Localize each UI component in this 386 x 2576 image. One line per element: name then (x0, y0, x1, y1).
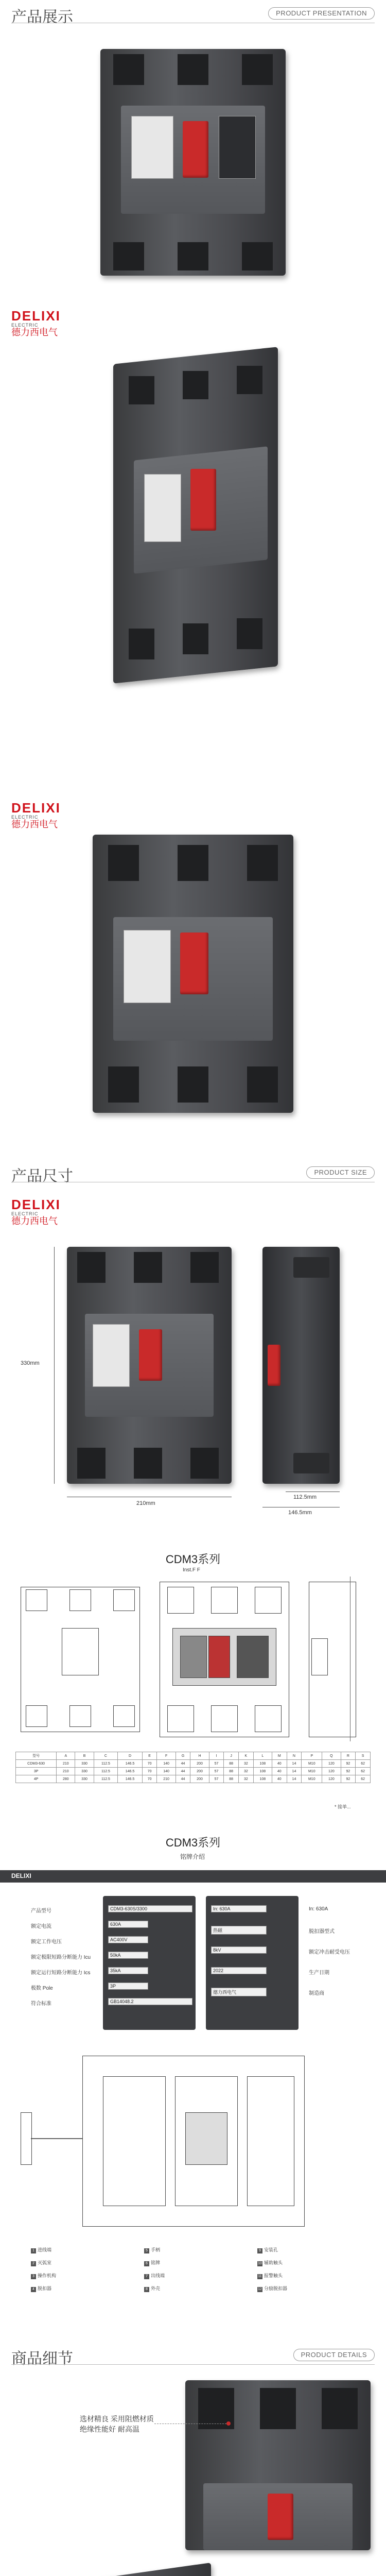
legend-num: 3 (31, 2274, 36, 2279)
legend-text: 手柄 (151, 2247, 161, 2252)
logo-brand: DELIXI (11, 800, 61, 816)
np-right-label-4: 制造商 (309, 1991, 324, 1996)
drawing-title-2: CDM3系列 (165, 1836, 221, 1849)
np-field-0: CDM3-630S/3300 (108, 1905, 192, 1912)
legend-text: 进线端 (38, 2247, 52, 2252)
legend-text: 分励脱扣器 (264, 2286, 288, 2291)
legend-item-10 (257, 2259, 283, 2266)
spec-table: 型号 A B C D E F G H I J K L M N P Q R S CDM3-630 210 330 112.5 146.5 70 140 44 200 57 88 32 108 40 14 M10 120 92 62 3P 210 330 112.5 146.5 70 140 44 200 57 88 32 108 40 14 M10 120 92 62 4P 280 330 112.5 146.5 70 210 44 200 57 88 32 108 40 14 M10 120 92 62 (15, 1752, 371, 1783)
legend-text: 脱扣器 (38, 2286, 52, 2291)
legend-num: 10 (258, 2262, 262, 2265)
legend-text: 出线端 (151, 2273, 165, 2278)
np-field-2: AC400V (108, 1936, 148, 1943)
legend-item-4 (31, 2285, 51, 2292)
section-title-en: PRODUCT SIZE (306, 1166, 375, 1179)
section-header-details (0, 2342, 386, 2366)
logo-cn: 德力西电气 (11, 819, 58, 830)
product-image-three-quarter (82, 835, 304, 1123)
section-title-cn: 产品展示 (11, 8, 73, 26)
legend-num: 11 (258, 2275, 262, 2278)
legend-item-12 (257, 2285, 287, 2292)
legend-num: 5 (144, 2248, 149, 2253)
section-title-cn: 产品尺寸 (11, 1167, 73, 1185)
np-label-3: 额定极限短路分断能力 Icu (31, 1955, 91, 1960)
size-side-view (262, 1247, 340, 1484)
legend-item-5 (144, 2246, 160, 2253)
np-right-label-3: 生产日期 (309, 1970, 329, 1976)
np-right-label-1: 脱扣器型式 (309, 1929, 335, 1935)
nameplate-left (103, 1896, 196, 2030)
np-field-3: 50kA (108, 1952, 148, 1959)
legend-num: 6 (144, 2261, 149, 2266)
np-right-label-2: 额定冲击耐受电压 (309, 1950, 350, 1955)
logo-cn: 德力西电气 (11, 1216, 58, 1227)
legend-text: 灭弧室 (38, 2260, 52, 2265)
np-right-field-2: 8kV (211, 1946, 267, 1954)
legend-text: 安装孔 (264, 2247, 278, 2252)
legend-num: 9 (257, 2248, 262, 2253)
legend-text: 操作机构 (38, 2273, 57, 2278)
np-label-1: 额定电流 (31, 1924, 51, 1929)
logo-sub: ELECTRIC (11, 323, 39, 328)
legend-text: 外壳 (151, 2286, 161, 2291)
legend-num: 7 (144, 2274, 149, 2279)
brand-logo-3 (11, 1198, 61, 1227)
np-label-5: 极数 Pole (31, 1986, 53, 1991)
logo-cn: 德力西电气 (11, 327, 58, 338)
callout-dot-1 (226, 2421, 231, 2426)
np-field-4: 35kA (108, 1967, 148, 1974)
logo-brand: DELIXI (11, 308, 61, 324)
np-label-6: 符合标准 (31, 2001, 51, 2007)
depth-label: 146.5mm (288, 1510, 312, 1516)
legend-item-8 (144, 2285, 160, 2292)
legend-num: 12 (258, 2287, 262, 2291)
np-label-2: 额定工作电压 (31, 1939, 62, 1945)
np-label-4: 额定运行短路分断能力 Ics (31, 1970, 91, 1976)
product-image-front (90, 49, 296, 276)
brand-logo (11, 309, 61, 338)
np-right-field-4: 德力西电气 (211, 1988, 267, 1996)
np-field-6: GB14048.2 (108, 1998, 192, 2005)
legend-item-7 (144, 2272, 165, 2279)
logo-sub: ELECTRIC (11, 1211, 39, 1216)
product-image-angle (98, 355, 293, 675)
section-title-en: PRODUCT DETAILS (293, 2349, 375, 2361)
legend-item-11 (257, 2272, 283, 2279)
drawing-title-1: CDM3系列 (165, 1553, 221, 1566)
legend-item-3 (31, 2272, 56, 2279)
size-front-view (67, 1247, 232, 1484)
detail-image-top (185, 2380, 371, 2550)
legend-num: 4 (31, 2287, 36, 2292)
brand-logo-2 (11, 801, 61, 830)
legend-item-6 (144, 2259, 160, 2266)
np-field-5: 3P (108, 1982, 148, 1990)
np-right-field-1: 热磁 (211, 1926, 267, 1935)
section-header-size (0, 1159, 386, 1184)
logo-sub: ELECTRIC (11, 815, 39, 820)
nameplate-band (0, 1870, 386, 1883)
np-right-field-3: 2022 (211, 1967, 267, 1974)
band-logo: DELIXI (11, 1872, 31, 1879)
legend-item-2 (31, 2259, 51, 2266)
height-label: 330mm (21, 1360, 40, 1366)
height-dimension-line (54, 1247, 55, 1484)
legend-item-1 (31, 2246, 51, 2253)
callout-line: 选材精良 采用阻燃材质 (80, 2415, 154, 2423)
legend-text: 铭牌 (151, 2260, 161, 2265)
np-right-field-0: In: 630A (211, 1905, 267, 1912)
np-field-1: 630A (108, 1921, 148, 1928)
drawing-subtitle-2: 铭牌介绍 (180, 1853, 205, 1860)
section-divider (11, 2364, 375, 2365)
side-width-label: 112.5mm (293, 1494, 317, 1500)
legend-text: 报警触头 (264, 2273, 283, 2278)
callout-line: 绝缘性能好 耐高温 (80, 2425, 139, 2433)
legend-num: 1 (31, 2248, 36, 2253)
logo-brand: DELIXI (11, 1197, 61, 1212)
legend-num: 2 (31, 2261, 36, 2266)
section-title-en: PRODUCT PRESENTATION (268, 7, 375, 20)
nameplate-right (206, 1896, 299, 2030)
legend-text: 辅助触头 (264, 2260, 283, 2265)
np-label-0: 产品型号 (31, 1908, 51, 1914)
section-header-presentation (0, 0, 386, 25)
np-right-label-0: In: 630A (309, 1906, 328, 1912)
legend-item-9 (257, 2246, 278, 2253)
legend-num: 8 (144, 2287, 149, 2292)
drawing-subtitle-1: Inst.F F (183, 1567, 200, 1573)
section-title-cn: 商品细节 (11, 2350, 73, 2368)
width-label: 210mm (136, 1500, 155, 1506)
drawing-note: * 接单... (335, 1804, 351, 1809)
callout-text-1 (80, 2414, 154, 2434)
